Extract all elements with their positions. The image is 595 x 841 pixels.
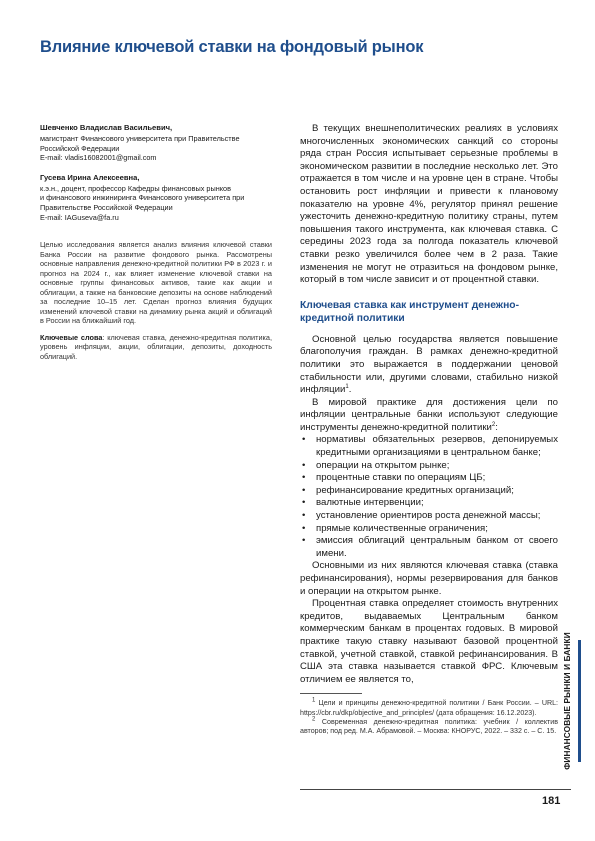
bullet-icon: • xyxy=(302,472,306,484)
paragraph-punct: : xyxy=(495,421,498,433)
intro-paragraph: В текущих внешнеполитических реалиях в условиях многочисленных экономических санкций со стороны ряда стран Россия испытывает серьезные проблемы в экономическом развитии в последние несколько лет. Это отражается в том числе и на уровне цен в стране. Чтобы остановить рост инфляции и привести к плановому показателю на уровне 4%, регулятор принял решение ужесточить денежно-кредитную политику страны, путем повышения такого инструмента, как ключевая ставка. С середины 2023 года за полгода показатель ключевой ставки резко увеличился более чем в 2 раза. Такие изменения не могут не отразиться на фондовом рынке, который в том числе зависит и от процентной ставки. xyxy=(300,123,558,286)
article-title: Влияние ключевой ставки на фондовый рынок xyxy=(40,38,424,56)
right-column xyxy=(300,123,558,736)
list-item xyxy=(300,535,558,560)
author-affiliation: и финансового инжиниринга Финансового университета при xyxy=(40,193,245,203)
footnote xyxy=(300,699,558,717)
section-side-label xyxy=(560,632,574,770)
bullet-icon: • xyxy=(302,459,306,471)
body-paragraph xyxy=(300,334,558,397)
author-affiliation: к.э.н., доцент, профессор Кафедры финансовых рынков xyxy=(40,183,231,193)
author-affiliation: Российской Федерации xyxy=(40,143,120,153)
abstract: Целью исследования является анализ влияния ключевой ставки Банка России на развитие фондового рынка. Рассмотрены основные направления денежно-кредитной политики РФ в 2023 г. и прогноз на 2024 г., как влияет изменение ключевой ставки на основные группы финансовых активов, такие как акции и облигации, а также на банковские депозиты на основе наблюдений за последние 10–15 лет. Сделан прогноз влияния будущих изменений ключевой ставки на динамику рынка акций и облигаций в России на ближайший год. xyxy=(40,240,272,326)
author-email: E-mail: vladis16082001@gmail.com xyxy=(40,153,157,163)
list-item-text: процентные ставки по операциям ЦБ; xyxy=(316,472,486,484)
list-item-text: рефинансирование кредитных организаций; xyxy=(316,484,514,496)
section-heading: Ключевая ставка как инструмент денежно-кредитной политики xyxy=(300,299,520,324)
bullet-icon: • xyxy=(302,484,306,496)
author-name: Шевченко Владислав Васильевич, xyxy=(40,123,173,132)
left-column xyxy=(40,123,272,369)
bullet-icon: • xyxy=(302,535,306,547)
footer-rule xyxy=(300,789,571,790)
paragraph-punct: . xyxy=(348,384,352,396)
author-block xyxy=(40,123,272,163)
body-paragraph: Основными из них являются ключевая ставка (ставка рефинансирования), нормы резервирования для банков и операции на открытом рынке. xyxy=(300,560,558,597)
page-number: 181 xyxy=(542,795,561,807)
list-item-text: нормативы обязательных резервов, депонируемых кредитными организациями в центральном банке; xyxy=(316,434,558,459)
list-item xyxy=(300,523,558,536)
list-item xyxy=(300,497,558,510)
instruments-list xyxy=(300,434,558,560)
list-item xyxy=(300,460,558,473)
bullet-icon: • xyxy=(302,434,306,446)
keywords xyxy=(40,333,272,362)
footnote-text: Современная денежно-кредитная политика: учебник / коллектив авторов; под ред. М.А. Абрамовой. – Москва: КНОРУС, 2022. – 332 с. – С. 15. xyxy=(300,717,558,735)
list-item-text: установление ориентиров роста денежной массы; xyxy=(316,510,541,522)
footnote-ref[interactable]: 1 xyxy=(345,383,349,390)
bullet-icon: • xyxy=(302,522,306,534)
body-paragraph: Процентная ставка определяет стоимость внутренних кредитов, выдаваемых Центральным банком коммерческим банкам в процентах годовых. В мировой практике такую ставку называют базовой процентной ставкой, учетной ставкой, ставкой рефинансирования. В США эта ставка называется ставкой ФРС. Ключевым отличием ее является то, xyxy=(300,598,558,685)
keywords-label: Ключевые слова xyxy=(40,332,103,342)
footnote-ref[interactable]: 2 xyxy=(491,421,496,428)
author-affiliation: Правительстве Российской Федерации xyxy=(40,202,173,212)
footnote-number: 2 xyxy=(312,716,316,723)
paragraph-text: Основной целью государства является повышение благополучия граждан. В рамках денежно-кредитной политики это выражается в поддержании ценовой стабильности или, другими словами, стабильно низкой инфляции xyxy=(300,333,558,396)
author-email: E-mail: IAGuseva@fa.ru xyxy=(40,212,119,222)
footnote-divider xyxy=(300,693,362,694)
author-block xyxy=(40,173,272,222)
footnote-text: Цели и принципы денежно-кредитной политики / Банк России. – URL: https://cbr.ru/dkp/objective_and_principles/ (дата обращения: 16.12.2023). xyxy=(300,699,558,717)
list-item xyxy=(300,472,558,485)
paragraph-text: В мировой практике для достижения цели по инфляции центральные банки используют следующие инструменты денежно-кредитной политики xyxy=(300,396,558,433)
list-item xyxy=(300,485,558,498)
side-accent-bar xyxy=(578,640,581,762)
list-item-text: операции на открытом рынке; xyxy=(316,459,450,471)
footnote xyxy=(300,718,558,736)
list-item-text: прямые количественные ограничения; xyxy=(316,522,488,534)
side-label-text: ФИНАНСОВЫЕ РЫНКИ И БАНКИ xyxy=(562,632,572,770)
bullet-icon: • xyxy=(302,510,306,522)
footnote-number: 1 xyxy=(312,697,316,704)
list-item xyxy=(300,510,558,523)
list-item-text: валютные интервенции; xyxy=(316,497,424,509)
body-paragraph xyxy=(300,397,558,435)
author-name: Гусева Ирина Алексеевна, xyxy=(40,172,140,182)
bullet-icon: • xyxy=(302,497,306,509)
list-item xyxy=(300,434,558,459)
author-affiliation: магистрант Финансового университета при Правительстве xyxy=(40,134,240,143)
keywords-text: : ключевая ставка, денежно-кредитная политика, уровень инфляции, акции, облигации, депозиты, доходность облигаций. xyxy=(40,332,272,361)
list-item-text: эмиссия облигаций центральным банком от своего имени. xyxy=(316,535,558,559)
